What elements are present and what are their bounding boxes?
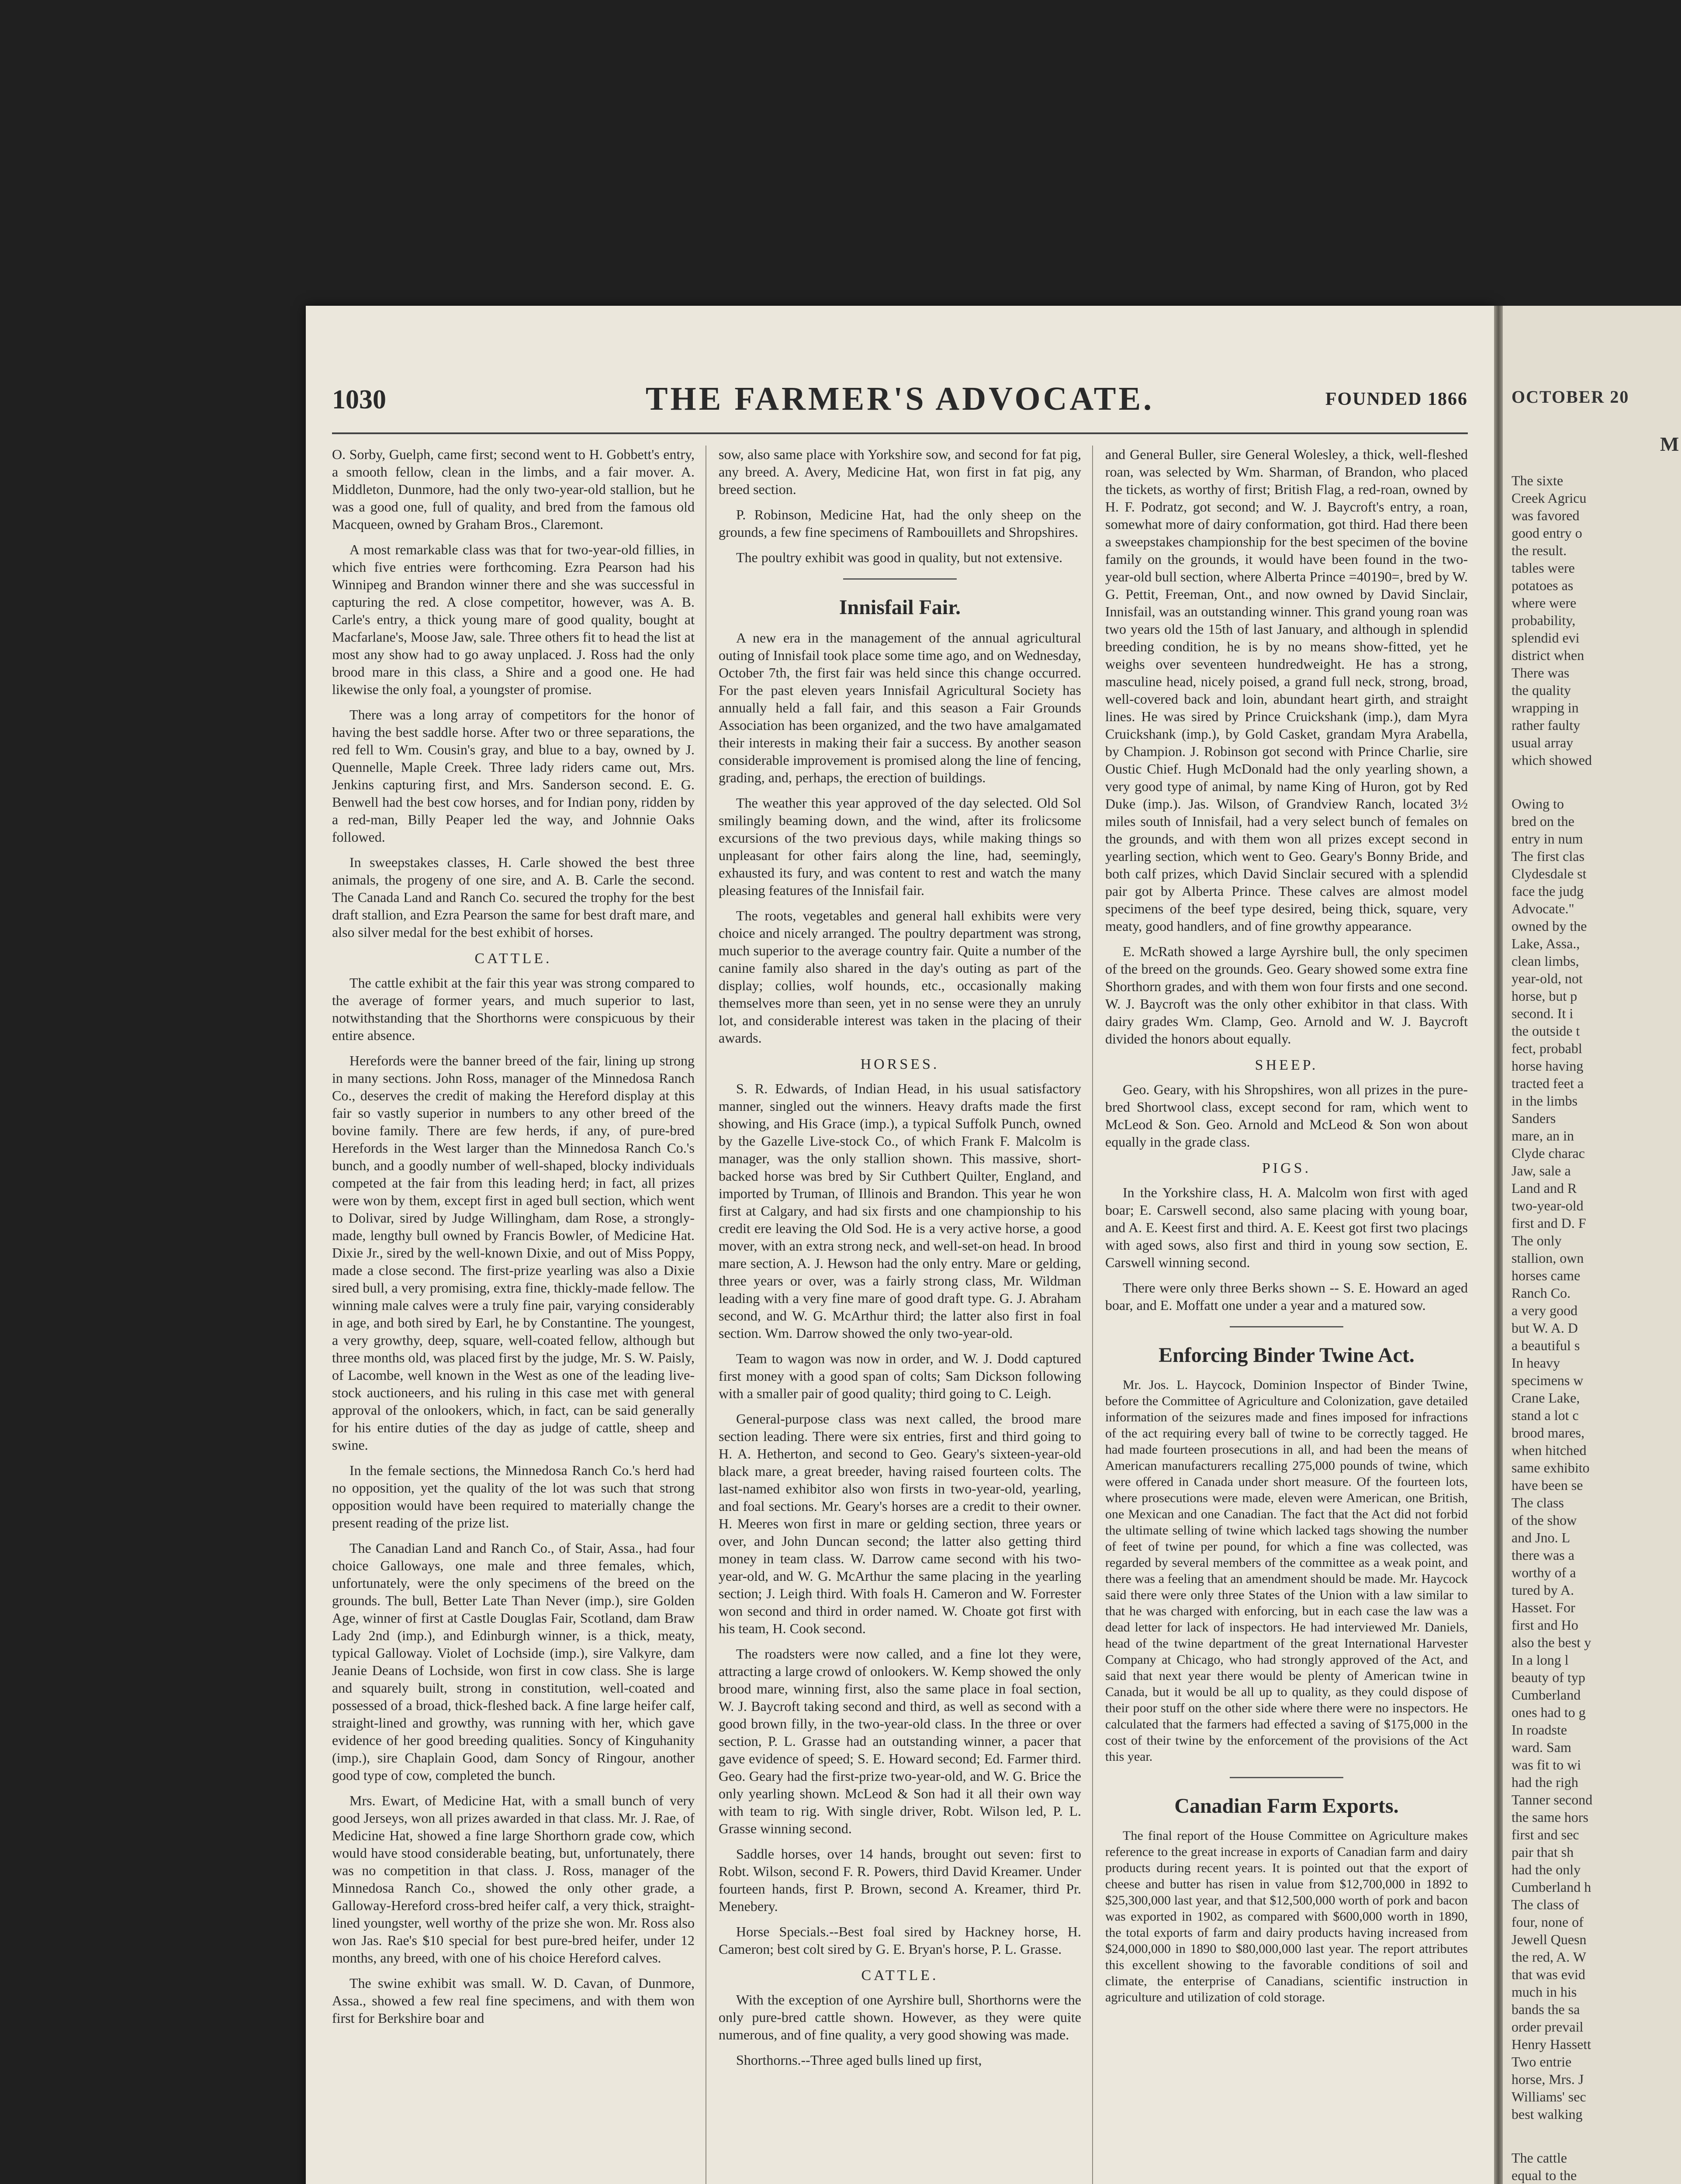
- text-line: probability,: [1512, 612, 1576, 628]
- text-line: had the righ: [1512, 1774, 1578, 1790]
- text-line: tables were: [1512, 560, 1575, 576]
- text-line: much in his: [1512, 1984, 1577, 2000]
- text-line: in the limbs: [1512, 1093, 1578, 1109]
- text-line: pair that sh: [1512, 1844, 1574, 1860]
- text-line: tracted feet a: [1512, 1075, 1584, 1091]
- text-line: of the show: [1512, 1512, 1577, 1528]
- text-line: that was evid: [1512, 1966, 1585, 1982]
- paragraph: A most remarkable class was that for two-year-old fillies, in which five entries were forthcoming. Ezra Pearson had his Winnipeg and Brandon winner there and she was successful in capturing the red. A close competitor, however, was A. B. Carle's entry, a thick young mare of good quality, bought at Macfarlane's, Moose Jaw, sale. Three others fit to head the list at most any show had to go away unplaced. J. Ross had the only brood mare in this class, a Shire and a good one. He had likewise the only foal, a youngster of promise.: [332, 542, 695, 697]
- section-heading-cattle: CATTLE.: [474, 950, 552, 967]
- text-line: stallion, own: [1512, 1250, 1584, 1266]
- page-number: 1030: [332, 385, 386, 415]
- text-line: Hasset. For: [1512, 1600, 1575, 1615]
- text-line: Clydesdale st: [1512, 866, 1587, 881]
- text-line: there was a: [1512, 1547, 1574, 1563]
- paragraph: In the female sections, the Minnedosa Ranch Co.'s herd had no opposition, yet the quality of the lot was such that strong opposition would have been required to materially change the present reading of the prize list.: [332, 1462, 695, 1531]
- text-line: The first clas: [1512, 848, 1585, 864]
- paragraph: sow, also same place with Yorkshire sow, and second for fat pig, any breed. A. Avery, Medicine Hat, won first in fat pig, any breed section.: [719, 446, 1081, 497]
- text-line: Cumberland: [1512, 1687, 1581, 1703]
- text-line: specimens w: [1512, 1372, 1584, 1388]
- text-line: The class of: [1512, 1897, 1579, 1912]
- text-line: rather faulty: [1512, 717, 1581, 733]
- text-line: a very good: [1512, 1303, 1578, 1318]
- text-line: Williams' sec: [1512, 2089, 1586, 2105]
- headline-innisfail-fair: Innisfail Fair.: [839, 596, 961, 619]
- text-line: In heavy: [1512, 1355, 1560, 1371]
- text-line: face the judg: [1512, 883, 1584, 899]
- paragraph: The roadsters were now called, and a fine lot they were, attracting a large crowd of onlookers. W. Kemp showed the only brood mare, winning first, also the same place in foal section, W. J. Baycroft taking second and third, as well as second with a good brown filly, in the two-year-old class. In the three or over section, P. L. Grasse had an outstanding winner, a pacer that gave evidence of speed; S. E. Howard second; Ed. Farmer third. Geo. Geary had the first-prize two-year-old, and W. G. Brice the only yearling shown. McLeod & Son had it all their own way with team to rig. With single driver, Robt. Wilson led, P. L. Grasse winning second.: [719, 1646, 1081, 1836]
- section-heading-horses: HORSES.: [860, 1056, 940, 1072]
- paragraph: O. Sorby, Guelph, came first; second went to H. Gobbett's entry, a smooth fellow, clean in the limbs, and a fair mover. A. Middleton, Dunmore, had the only two-year-old stallion, but he was a good one, full of quality, and bred from the famous old Macqueen, owned by Graham Bros., Claremont.: [332, 446, 695, 532]
- text-line: Creek Agricu: [1512, 490, 1587, 506]
- paragraph: In the Yorkshire class, H. A. Malcolm won first with aged boar; E. Carswell second, also same placing with young boar, and A. E. Keest first and third. A. E. Keest got first two placings with aged sows, also first and third in young sow section, E. Carswell winning second.: [1105, 1185, 1468, 1270]
- paragraph: The cattle exhibit at the fair this year was strong compared to the average of former years, and much superior to last, notwithstanding that the Shorthorns were conspicuous by their entire absence.: [332, 975, 695, 1043]
- text-line: beauty of typ: [1512, 1669, 1585, 1685]
- text-line: where were: [1512, 595, 1577, 611]
- text-line: same exhibito: [1512, 1460, 1590, 1476]
- text-line: had the only: [1512, 1862, 1581, 1877]
- paragraph: The weather this year approved of the day selected. Old Sol smilingly beaming down, and the wind, after its frolicsome excursions of the two previous days, while making things so unpleasant for other fairs along the line, had, seemingly, exhausted its fury, and was content to rest and watch the many pleasing features of the Innisfail fair.: [719, 795, 1081, 898]
- separator-rule: [1230, 1326, 1343, 1327]
- text-line: was fit to wi: [1512, 1757, 1581, 1773]
- text-line: stand a lot c: [1512, 1407, 1579, 1423]
- column-3: [1105, 446, 1468, 2184]
- text-line: the outside t: [1512, 1023, 1580, 1039]
- paragraph: Horse Specials.--Best foal sired by Hackney horse, H. Cameron; best colt sired by G. E. Bryan's horse, P. L. Grasse.: [719, 1924, 1081, 1957]
- text-line: the same hors: [1512, 1809, 1588, 1825]
- paragraph: There were only three Berks shown -- S. E. Howard an aged boar, and E. Moffatt one under a year and a matured sow.: [1105, 1280, 1468, 1313]
- section-heading-pigs: PIGS.: [1262, 1160, 1311, 1176]
- text-line: The class: [1512, 1495, 1564, 1510]
- text-line: also the best y: [1512, 1635, 1591, 1650]
- text-line: mare, an in: [1512, 1128, 1574, 1144]
- paragraph: Saddle horses, over 14 hands, brought out seven: first to Robt. Wilson, second F. R. Powers, third David Kreamer. Under fourteen hands, first P. Brown, second A. Kreamer, third Pr. Menebery.: [719, 1846, 1081, 1914]
- text-line: the quality: [1512, 682, 1571, 698]
- text-line: order prevail: [1512, 2019, 1584, 2035]
- headline-farm-exports: Canadian Farm Exports.: [1174, 1794, 1399, 1818]
- facing-page-header: OCTOBER 20: [1512, 387, 1629, 407]
- paragraph: The swine exhibit was small. W. D. Cavan, of Dunmore, Assa., showed a few real fine specimens, and with them won first for Berkshire boar and: [332, 1975, 695, 2026]
- paragraph: With the exception of one Ayrshire bull, Shorthorns were the only pure-bred cattle shown. However, as they were quite numerous, and of fine quality, a very good showing was made.: [719, 1992, 1081, 2042]
- binder-article: [1105, 1377, 1468, 1765]
- text-line: bands the sa: [1512, 2001, 1580, 2017]
- text-line: have been se: [1512, 1477, 1583, 1493]
- text-line: two-year-old: [1512, 1198, 1584, 1213]
- text-line: Ranch Co.: [1512, 1285, 1571, 1301]
- founded-label: FOUNDED 1866: [1325, 389, 1468, 409]
- text-line: but W. A. D: [1512, 1320, 1578, 1336]
- text-line: was favored: [1512, 508, 1580, 523]
- column-divider: [1092, 446, 1093, 2184]
- text-line: year-old, not: [1512, 971, 1583, 986]
- text-line: second. It i: [1512, 1006, 1574, 1021]
- text-line: Advocate.": [1512, 901, 1574, 916]
- text-line: district when: [1512, 647, 1584, 663]
- paragraph: E. McRath showed a large Ayrshire bull, the only specimen of the breed on the grounds. Geo. Geary showed some extra fine Shorthorn grades, and with them won four firsts and one second. W. J. Baycroft was the only other exhibitor in that class. With dairy grades Wm. Clamp, Geo. Arnold and W. J. Baycroft divided the honors about equally.: [1105, 943, 1468, 1047]
- text-line: which showed: [1512, 752, 1592, 768]
- text-line: Tanner second: [1512, 1792, 1593, 1807]
- text-line: entry in num: [1512, 831, 1583, 847]
- text-line: In roadste: [1512, 1722, 1567, 1738]
- text-line: The sixte: [1512, 473, 1563, 488]
- text-line: The cattle: [1512, 2150, 1567, 2166]
- paragraph: Mr. Jos. L. Haycock, Dominion Inspector of Binder Twine, before the Committee of Agriculture and Colonization, gave detailed information of the seizures made and fines imposed for infractions of the act requiring every ball of twine to be correctly tagged. He had made fourteen prosecutions in all, and had been the means of American manufacturers recalling 275,000 pounds of twine, which were offered in Canada under short measure. Of the fourteen lots, where prosecutions were made, eleven were American, one British, one Mexican and one Canadian. The fact that the Act did not forbid the ultimate selling of twine which lacked tags showing the number of feet of twine per pound, for which a fine was collected, was regarded by several members of the committee as a weak point, and there was a feeling that an amendment should be made. Mr. Haycock said there were only three States of the Union with a law similar to that he was charged with enforcing, but in each case the law was a dead letter for lack of inspectors. He had interviewed Mr. Daniels, head of the twine department of the great International Harvester Company at Chicago, who had strongly approved of the Act, and said that next year there would be plenty of American twine in Canada, but it would be all up to quality, as they could dispose of their poor stuff on the other side where there were no inspectors. He calculated that the farmers had effected a saving of $175,000 in the cost of their twine by the enforcement of the provisions of the Act this year.: [1105, 1378, 1468, 1764]
- text-line: owned by the: [1512, 918, 1587, 934]
- paragraph: The poultry exhibit was good in quality, but not extensive.: [736, 549, 1063, 565]
- separator-rule: [1230, 1777, 1343, 1778]
- paragraph: There was a long array of competitors for the honor of having the best saddle horse. After two or three separations, the red fell to Wm. Cousin's gray, and blue to a bay, owned by J. Quennelle, Maple Creek. Three lady riders came out, Mrs. Jenkins capturing first, and Mrs. Sanderson second. E. G. Benwell had the best cow horses, and for Indian pony, ridden by a red-man, Billy Peaper led the way, and Johnnie Oaks followed.: [332, 707, 695, 845]
- page-fold: [1494, 306, 1503, 2184]
- text-line: Owing to: [1512, 796, 1564, 812]
- facing-page-partial: [1503, 306, 1681, 2184]
- text-line: The only: [1512, 1233, 1562, 1248]
- separator-rule: [843, 578, 957, 580]
- paragraph: S. R. Edwards, of Indian Head, in his usual satisfactory manner, singled out the winners. Heavy drafts made the first showing, and His Grace (imp.), a typical Suffolk Punch, owned by the Gazelle Live-stock Co., of which Frank F. Malcolm is manager, was the only stallion shown. This massive, short-backed horse was bred by Sir Cuthbert Quilter, England, and imported by Truman, of Illinois and Brandon. This year he won first at Calgary, and had six firsts and one championship to his credit ere leaving the Old Sod. He is a very active horse, a good mover, with an extra strong neck, and well-set-on head. In brood mare section, A. J. Hewson had the only entry. Mare or gelding, three years or over, was a fairly strong class, Mr. Wildman leading with a very fine mare of good draft type. G. J. Abraham second, and W. G. McArthur third; the latter also first in foal section. Wm. Darrow showed the only two-year-old.: [719, 1081, 1081, 1341]
- text-line: usual array: [1512, 735, 1574, 750]
- text-line: Two entrie: [1512, 2054, 1572, 2070]
- text-line: Lake, Assa.,: [1512, 936, 1580, 951]
- column-1: [332, 446, 695, 2184]
- text-line: good entry o: [1512, 525, 1582, 541]
- text-line: the red, A. W: [1512, 1949, 1586, 1965]
- text-line: equal to the: [1512, 2167, 1577, 2183]
- paragraph: Team to wagon was now in order, and W. J. Dodd captured first money with a good span of colts; Sam Dickson following with a smaller pair of good quality; third going to C. Leigh.: [719, 1351, 1081, 1401]
- text-line: splendid evi: [1512, 630, 1580, 646]
- text-line: best walking: [1512, 2106, 1583, 2122]
- text-line: Jaw, sale a: [1512, 1163, 1571, 1178]
- text-line: first and D. F: [1512, 1215, 1586, 1231]
- page-header: [306, 376, 1494, 428]
- paragraph: The final report of the House Committee on Agriculture makes reference to the great increase in exports of Canadian farm and dairy products during recent years. It is pointed out that the export of cheese and butter has risen in value from $12,700,000 in 1892 to $25,300,000 last year, and that $12,500,000 worth of pork and bacon was exported in 1902, as compared with $600,000 worth in 1890, the total exports of farm and dairy products having increased from $24,000,000 in 1890 to $80,000,000 last year. The report attributes this excellent showing to the favorable conditions of soil and climate, the enterprise of Canadians, scientific instruction in agriculture and utilization of cold storage.: [1105, 1828, 1468, 2004]
- paragraph: and General Buller, sire General Wolesley, a thick, well-fleshed roan, was selected by Wm. Sharman, of Brandon, who placed the tickets, as worthy of first; British Flag, a red-roan, owned by H. F. Podratz, got second; and W. J. Baycroft's entry, a roan, somewhat more of dairy conformation, got third. Had there been a sweepstakes championship for the best specimen of the bovine family on the grounds, it would have been found in the two-year-old bull section, where Alberta Prince =40190=, bred by W. G. Pettit, Freeman, Ont., and now owned by David Sinclair, Innisfail, was an outstanding winner. This grand young roan was two years old the 15th of last January, and although in splendid breeding condition, he is by no means show-fitted, yet he weighs over seventeen hundredweight. He has a strong, masculine head, nicely poised, a grand full neck, strong, broad, well-covered back and loin, abundant heart girth, and straight lines. He was sired by Prince Cruickshank (imp.), dam Myra Cruickshank (imp.), by Gold Casket, grandam Myra Arabella, by Champion. J. Robinson got second with Prince Charlie, sire Oustic Chief. Hugh McDonald had the only yearling shown, a very good type of animal, by name King of Huron, got by Red Duke (imp.). Jas. Wilson, of Grandview Ranch, located 3½ miles south of Innisfail, had a very select bunch of females on the grounds, and with them won all prizes except second in yearling section, which went to Geo. Geary's Bonny Bride, and both calf prizes, which David Sinclair secured with a splendid pair got by Alberta Prince. These calves are almost model specimens of the beef type desired, being thick, square, very meaty, good handlers, and of fine growthy appearance.: [1105, 446, 1468, 934]
- text-line: horses came: [1512, 1268, 1581, 1283]
- text-line: Land and R: [1512, 1180, 1577, 1196]
- text-line: Jewell Quesn: [1512, 1932, 1587, 1947]
- paragraph: Mrs. Ewart, of Medicine Hat, with a small bunch of very good Jerseys, won all prizes awarded in that class. Mr. J. Rae, of Medicine Hat, showed a fine large Shorthorn grade cow, which would have stood considerable beating, but, unfortunately, there was no competition in that class. J. Ross, manager of the Minnedosa Ranch Co., showed the only other grade, a Galloway-Hereford cross-bred heifer calf, a very thick, straight-lined youngster, well worthy of the prize she won. Mr. Ross also won Jas. Rae's $10 special for best pure-bred heifer, under 12 months, any breed, with one of his choice Hereford calves.: [332, 1793, 695, 1966]
- line-gap: [1512, 769, 1678, 795]
- text-line: when hitched: [1512, 1442, 1587, 1458]
- column-2: [719, 446, 1081, 2184]
- text-line: In a long l: [1512, 1652, 1569, 1668]
- newspaper-page: [306, 306, 1494, 2184]
- text-line: four, none of: [1512, 1914, 1584, 1930]
- paragraph: Shorthorns.--Three aged bulls lined up first,: [736, 2052, 982, 2068]
- text-line: tured by A.: [1512, 1582, 1574, 1598]
- section-heading-sheep: SHEEP.: [1255, 1057, 1318, 1073]
- paragraph: The Canadian Land and Ranch Co., of Stair, Assa., had four choice Galloways, one male and three females, which, unfortunately, were the only specimens of the breed on the grounds. The bull, Better Late Than Never (imp.), sire Golden Age, winner of first at Castle Douglas Fair, Scotland, dam Braw Lady 2nd (imp.), and Edinburgh winner, is a thick, meaty, typical Galloway. Violet of Lochside (imp.), sire Valkyre, dam Jeanie Deans of Lochside, won first in cow class. She is large and squarely built, strong in constitution, well-coated and possessed of a broad, thick-fleshed back. A fine large heifer calf, straight-lined and growthy, was running with her, which gave evidence of her good breeding qualities. Soncy of Kinguhanity (imp.), sire Chaplain Good, dam Soncy of Ringour, another good type of cow, completed the bunch.: [332, 1540, 695, 1783]
- text-line: There was: [1512, 665, 1570, 681]
- text-line: worthy of a: [1512, 1565, 1576, 1580]
- text-line: clean limbs,: [1512, 953, 1579, 969]
- facing-page-column: [1512, 472, 1678, 2184]
- paragraph: The roots, vegetables and general hall exhibits were very choice and nicely arranged. The poultry department was strong, much superior to the average country fair. Quite a number of the canine family also shared in the day's outing as part of the display; collies, wolf hounds, etc., occasionally making themselves more than seen, yet in no sense were they an unruly lot, and considerable interest was taken in the placing of their awards.: [719, 908, 1081, 1046]
- text-line: first and sec: [1512, 1827, 1579, 1842]
- paragraph: Geo. Geary, with his Shropshires, won all prizes in the pure-bred Shortwool class, except second for ram, which went to McLeod & Son. Geo. Arnold and McLeod & Son won about equally in the grade class.: [1105, 1082, 1468, 1150]
- text-line: Clyde charac: [1512, 1145, 1585, 1161]
- text-line: a beautiful s: [1512, 1337, 1580, 1353]
- text-line: Sanders: [1512, 1110, 1556, 1126]
- paragraph: In sweepstakes classes, H. Carle showed the best three animals, the progeny of one sire, and A. B. Carle the second. The Canada Land and Ranch Co. secured the trophy for the best draft stallion, and Ezra Pearson the same for best draft mare, and also silver medal for the best exhibit of horses.: [332, 854, 695, 940]
- line-gap: [1512, 2123, 1678, 2149]
- text-line: ones had to g: [1512, 1704, 1586, 1720]
- text-line: the result.: [1512, 543, 1567, 558]
- paragraph: P. Robinson, Medicine Hat, had the only sheep on the grounds, a few fine specimens of Rambouillets and Shropshires.: [719, 507, 1081, 540]
- facing-page-title: M: [1660, 433, 1679, 455]
- text-line: fect, probabl: [1512, 1040, 1582, 1056]
- headline-binder-twine: Enforcing Binder Twine Act.: [1159, 1344, 1415, 1367]
- paragraph: Herefords were the banner breed of the fair, lining up strong in many sections. John Ross, manager of the Minnedosa Ranch Co., deserves the credit of making the Hereford display at this fair so vastly superior in numbers to any other breed of the bovine family. There are few herds, if any, of pure-bred Herefords in the West larger than the Minnedosa Ranch Co.'s bunch, and a goodly number of well-shaped, blocky individuals competed at the fair from this leading herd; in fact, all prizes were won by them, except first in aged bull section, which went to Dolivar, sired by Judge Willingham, dam Rose, a strongly-made, lengthy bull owned by Francis Bowler, of Medicine Hat. Dixie Jr., sired by the well-known Dixie, and out of Miss Poppy, made a close second. The first-prize yearling was also a Dixie sired bull, a very promising, extra fine, thickly-made fellow. The winning male calves were a truly fine pair, varying considerably in age, and both sired by Earl, he by Constantine. The youngest, a very growthy, deep, square, well-coated fellow, although but three months old, was placed first by the judge, Mr. S. W. Paisly, of Lacombe, well known in the West as one of the leading live-stock auctioneers, and his ruling in this case met with general approval of the onlookers, which, in fact, can be said generally for his entire duties of the day as judge of cattle, sheep and swine.: [332, 1053, 695, 1453]
- paragraph: General-purpose class was next called, the brood mare section leading. There were six entries, first and third going to H. A. Hetherton, and second to Geo. Geary's sixteen-year-old black mare, a great breeder, having raised fourteen colts. The last-named exhibitor also won firsts in two-year-old, yearling, and foal sections. Mr. Geary's horses are a credit to their owner. H. Meeres won first in mare or gelding section, three years or over, and John Duncan second; the latter also getting third money in team class. W. Darrow came second with his two-year-old, and W. G. McArthur the same placing in the yearling section; J. Leigh third. With foals H. Cameron and W. Forrester won second and third in order named. W. Choate got first with his team, H. Cook second.: [719, 1411, 1081, 1636]
- text-line: ward. Sam: [1512, 1739, 1571, 1755]
- exports-article: [1105, 1828, 1468, 2005]
- paragraph: A new era in the management of the annual agricultural outing of Innisfail took place some time ago, and on Wednesday, October 7th, the first fair was held since this change occurred. For the past eleven years Innisfail Agricultural Society has annually held a fall fair, and this season a Fair Grounds Association has been organized, and the two have amalgamated their interests in making their fair a success. By another season considerable improvement is promised along the line of fencing, grading, and, perhaps, the erection of buildings.: [719, 630, 1081, 785]
- text-line: wrapping in: [1512, 700, 1579, 715]
- text-line: Crane Lake,: [1512, 1390, 1580, 1406]
- text-line: bred on the: [1512, 813, 1574, 829]
- header-rule: [332, 432, 1468, 434]
- text-line: horse having: [1512, 1058, 1584, 1074]
- section-heading-cattle-innisfail: CATTLE.: [861, 1967, 939, 1984]
- text-line: horse, but p: [1512, 988, 1577, 1004]
- text-line: Henry Hassett: [1512, 2036, 1591, 2052]
- text-line: and Jno. L: [1512, 1530, 1570, 1545]
- text-line: Cumberland h: [1512, 1879, 1591, 1895]
- text-line: brood mares,: [1512, 1425, 1585, 1441]
- text-line: horse, Mrs. J: [1512, 2071, 1584, 2087]
- text-line: potatoes as: [1512, 577, 1574, 593]
- text-line: first and Ho: [1512, 1617, 1578, 1633]
- masthead-title: THE FARMER'S ADVOCATE.: [645, 380, 1155, 417]
